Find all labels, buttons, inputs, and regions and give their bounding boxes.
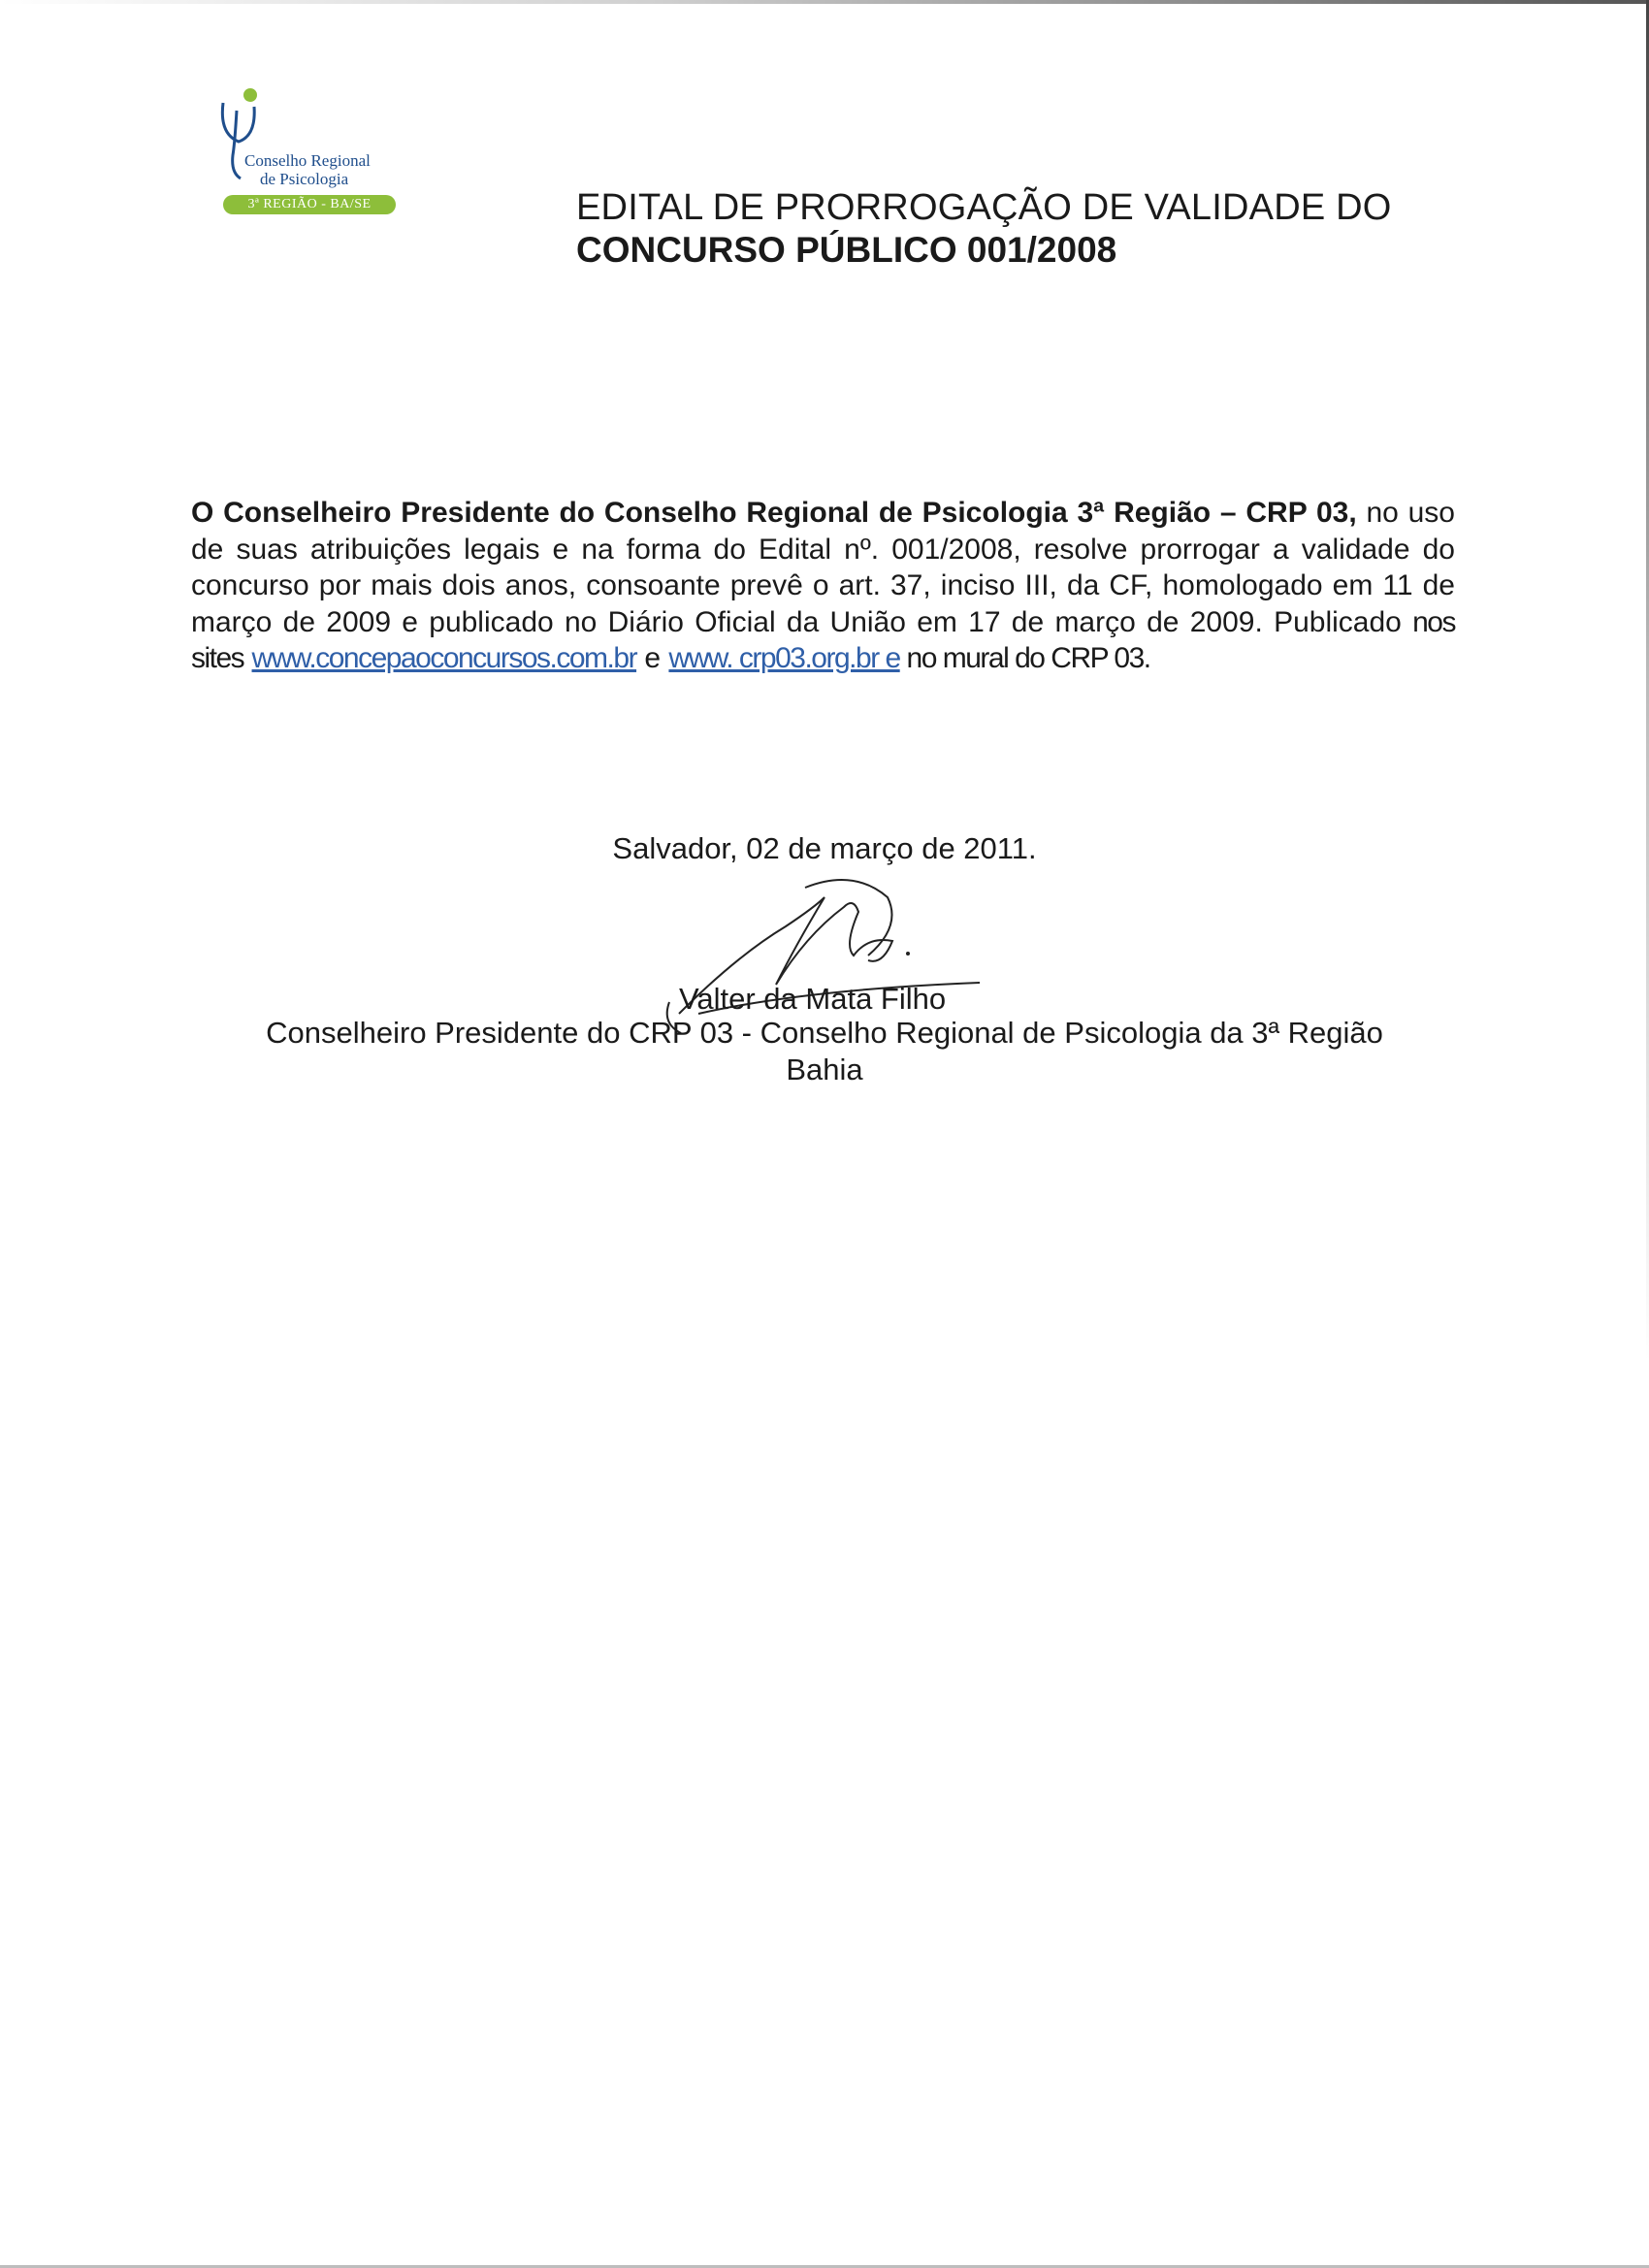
crp-logo [215,85,400,221]
body-text: no uso de suas atribuições legais e na forma do Edital nº. 001/2008, resolve prorrogar a validade do concurso por mais dois anos, consoante prevê o art. 37, inciso III, da CF, homologado em 11 de março de 2009 e publicado no Diário Oficial da União em 17 de março de 2009. Publicado [191,497,1455,638]
body-conjunction: e [636,642,669,674]
body-tail: no mural do CRP 03. [899,642,1150,674]
title-line1: EDITAL DE PRORROGAÇÃO DE VALIDADE DO [576,187,1392,228]
signer-role: Conselheiro Presidente do CRP 03 - Conselho Regional de Psicologia da 3ª Região [266,1016,1383,1050]
logo-region-band: 3ª REGIÃO - BA/SE [223,195,396,214]
logo-text-line2: de Psicologia [260,170,349,188]
place-date: Salvador, 02 de março de 2011. [612,831,1037,865]
body-paragraph [191,495,1455,677]
title-line2: CONCURSO PÚBLICO 001/2008 [576,230,1117,270]
link-concepao[interactable]: www.concepaoconcursos.com.br [251,642,637,674]
signer-name: Valter da Mata Filho [679,982,947,1016]
body-lead-bold: O Conselheiro Presidente do Conselho Regional de Psicologia 3ª Região – CRP 03, [191,497,1357,529]
document-title [576,186,1449,272]
link-crp03[interactable]: www. crp03.org.br e [668,642,900,674]
scan-edge-top [0,0,1649,4]
logo-text-line1: Conselho Regional [244,151,371,170]
signer-state: Bahia [786,1053,863,1086]
body-sites-label: nos sites [191,605,1455,674]
